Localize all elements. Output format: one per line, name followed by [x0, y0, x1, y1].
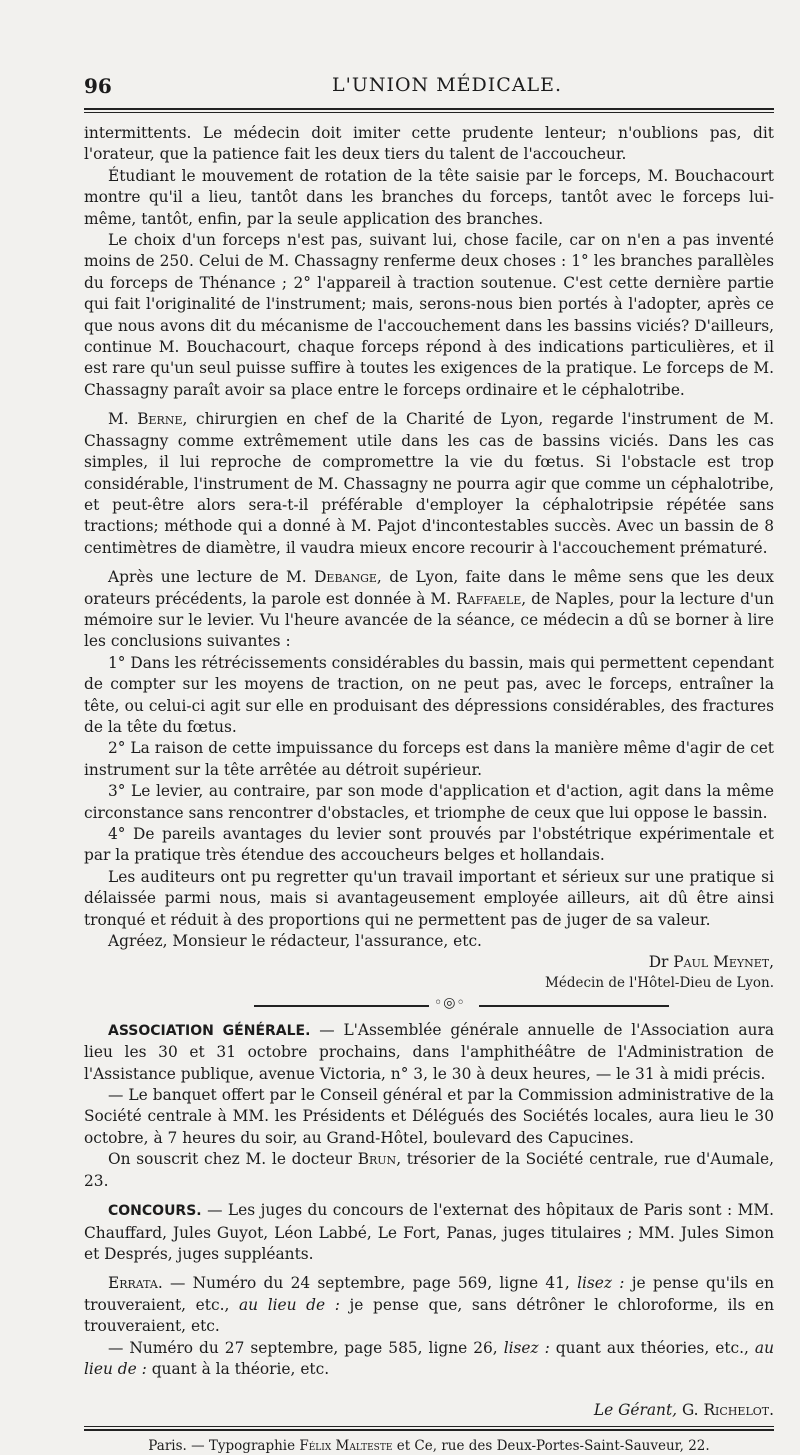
page-number: 96	[84, 74, 112, 98]
conclusion-1: 1° Dans les rétrécissements considérables du bassin, mais qui permettent cependant de compter sur les moyens de traction, on ne peut pas, avec le forceps, entraîner la tête, ou celui-ci agit sur elle en produisant des dépressions considérables, des fractures de la tête du fœtus.	[84, 653, 774, 736]
signature: Dr Paul Meynet,	[648, 953, 774, 972]
document-page	[84, 72, 774, 1455]
paragraph-auditeurs: Les auditeurs ont pu regretter qu'un travail important et sérieux sur une pratique si délaissée parmi nous, mais si avantageusement employée ailleurs, ait dû être ainsi tronqué et réduit à des proportions qui ne permettent pas de juger de sa valeur.	[84, 867, 774, 929]
paragraph-concours: CONCOURS. — Les juges du concours de l'externat des hôpitaux de Paris sont : MM. Chauffard, Jules Guyot, Léon Labbé, Le Fort, Panas, juges titulaires ; MM. Jules Simon et Després, juges suppléants.	[84, 1201, 774, 1263]
conclusion-3: 3° Le levier, au contraire, par son mode d'application et d'action, agit dans la même circonstance sans rencontrer d'obstacles, et triomphe de ceux que lui oppose le bassin.	[84, 782, 774, 822]
page-header	[84, 72, 774, 100]
paragraph-rotation: Étudiant le mouvement de rotation de la tête saisie par le forceps, M. Bouchacourt montre qu'il a lieu, tantôt dans les branches du forceps, tantôt avec le forceps lui-même, tantôt, enfin, par la seule application des branches.	[84, 166, 774, 228]
heading-association: ASSOCIATION GÉNÉRALE.	[108, 1022, 311, 1039]
name-raffaele: Raffaele	[456, 589, 522, 608]
name-berne: Berne	[137, 410, 183, 429]
paragraph-berne: M. Berne, chirurgien en chef de la Charité de Lyon, regarde l'instrument de M. Chassagny comme extrêmement utile dans les cas de bassins viciés. Dans les cas simples, il lui reproche de compromettre la vie du fœtus. Si l'obstacle est trop considérable, l'instrument de M. Chassagny ne pourra agir que comme un céphalotribe, et peut-être alors sera-t-il préférable d'employer la céphalotripsie répétée sans tractions; méthode qui a donné à M. Pajot d'incontestables succès. Avec un bassin de 8 centimètres de diamètre, il vaudra mieux encore recourir à l'accouchement prématuré.	[84, 410, 775, 557]
conclusion-2: 2° La raison de cette impuissance du forceps est dans la manière même d'agir de cet instrument sur la tête arrêtée au détroit supérieur.	[84, 739, 774, 779]
gerant-line: Le Gérant, G. Richelot.	[593, 1401, 774, 1420]
printer-imprint: Paris. — Typographie Félix Malteste et Ce, rue des Deux-Portes-Saint-Sauveur, 22.	[148, 1437, 710, 1454]
closing-greeting: Agréez, Monsieur le rédacteur, l'assurance, etc.	[108, 932, 482, 951]
header-rule	[84, 108, 774, 113]
conclusion-4: 4° De pareils avantages du levier sont prouvés par l'obstétrique expérimentale et par la pratique très étendue des accoucheurs belges et hollandais.	[84, 825, 774, 865]
paragraph-errata-2: — Numéro du 27 septembre, page 585, ligne 26, lisez : quant aux théories, etc., au lieu de : quant à la théorie, etc.	[84, 1338, 774, 1378]
name-brun: Brun	[357, 1150, 397, 1169]
running-title: L'UNION MÉDICALE.	[332, 74, 563, 96]
signature-title: Médecin de l'Hôtel-Dieu de Lyon.	[545, 974, 774, 991]
paragraph-souscrit: On souscrit chez M. le docteur Brun, trésorier de la Société centrale, rue d'Aumale, 23.	[84, 1150, 774, 1190]
ornamental-divider	[84, 994, 774, 1014]
heading-errata: Errata.	[108, 1274, 163, 1293]
ornament-icon: ◦◎◦	[434, 994, 466, 1011]
paragraph-intermittents: intermittents. Le médecin doit imiter cette prudente lenteur; n'oublions pas, dit l'orateur, que la patience fait les deux tiers du talent de l'accoucheur.	[84, 124, 774, 164]
heading-concours: CONCOURS.	[108, 1203, 202, 1220]
paragraph-association: ASSOCIATION GÉNÉRALE. — L'Assemblée générale annuelle de l'Association aura lieu les 30 et 31 octobre prochains, dans l'amphithéâtre de l'Administration de l'Assistance publique, avenue Victoria, n° 3, le 30 à deux heures, — le 31 à midi précis.	[84, 1020, 775, 1083]
paragraph-choix-forceps: Le choix d'un forceps n'est pas, suivant lui, chose facile, car on n'en a pas inventé moins de 250. Celui de M. Chassagny renferme deux choses : 1° les branches parallèles du forceps de Thénance ; 2° l'appareil à traction soutenue. C'est cette dernière partie qui fait l'originalité de l'instrument; mais, serons-nous bien portés à l'adopter, après ce que nous avons dit du mécanisme de l'accouchement dans les bassins viciés? D'ailleurs, continue M. Bouchacourt, chaque forceps répond à des indications particulières, et il est rare qu'un seul puisse suffire à toutes les exigences de la pratique. Le forceps de M. Chassagny paraît avoir sa place entre le forceps ordinaire et le céphalotribe.	[84, 231, 774, 399]
paragraph-debange: Après une lecture de M. Debange, de Lyon, faite dans le même sens que les deux orateurs précédents, la parole est donnée à M. Raffaele, de Naples, pour la lecture d'un mémoire sur le levier. Vu l'heure avancée de la séance, ce médecin a dû se borner à lire les conclusions suivantes :	[84, 568, 774, 651]
name-debange: Debange	[314, 568, 377, 587]
footer-rule	[84, 1426, 774, 1431]
paragraph-errata-1: Errata. — Numéro du 24 septembre, page 569, ligne 41, lisez : je pense qu'ils en trouveraient, etc., au lieu de : je pense que, sans détrôner le chloroforme, ils en trouveraient, etc.	[84, 1274, 774, 1336]
paragraph-banquet: — Le banquet offert par le Conseil général et par la Commission administrative de la Société centrale à MM. les Présidents et Délégués des Sociétés locales, aura lieu le 30 octobre, à 7 heures du soir, au Grand-Hôtel, boulevard des Capucines.	[84, 1086, 774, 1147]
